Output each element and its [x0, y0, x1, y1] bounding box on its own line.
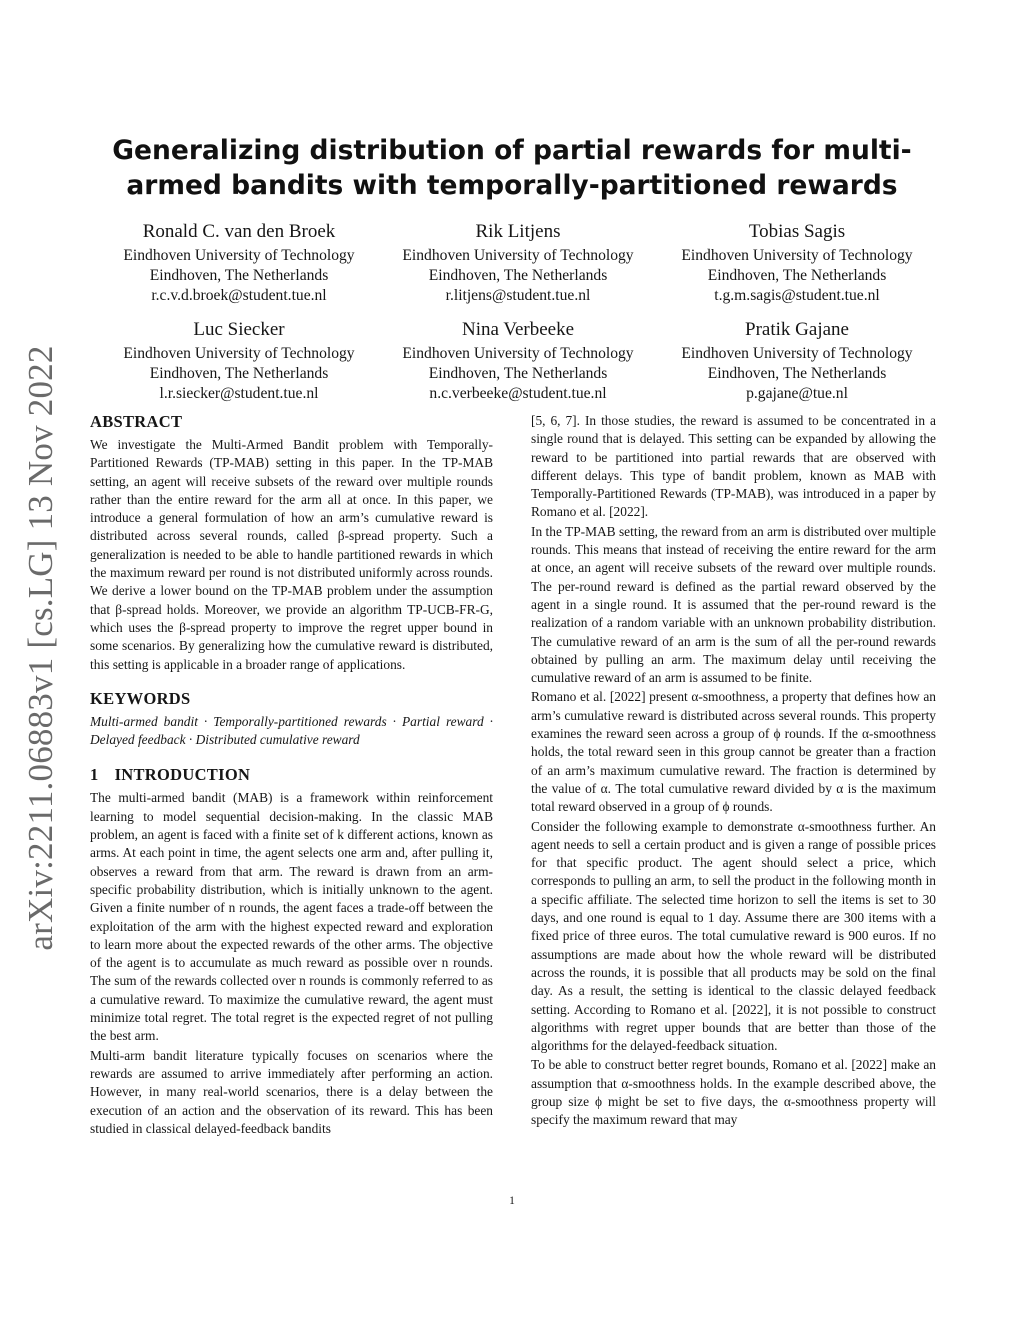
body-paragraph: To be able to construct better regret bounds, Romano et al. [2022] make an assumption that α-smoothness holds. In the example described above, the group size ϕ might be set to five days, the α-smoothness property will specify the maximum reward that may — [531, 1057, 936, 1128]
keywords-text: Multi-armed bandit · Temporally-partitioned rewards · Partial reward · Delayed feedback · Distributed cumulative reward — [90, 713, 493, 748]
body-paragraph: [5, 6, 7]. In those studies, the reward is assumed to be concentrated in a single round that is delayed. This setting can be expanded by allowing the reward to be partitioned into partial rewards that are observed with different delays. This type of bandit problem, known as MAB with Temporally-Partitioned Rewards (TP-MAB), was introduced in a paper by Romano et al. [2022]. — [531, 413, 936, 520]
author-block-row-1 — [100, 220, 936, 306]
author-email[interactable]: r.c.v.d.broek@student.tue.nl — [151, 287, 327, 304]
author-affiliation: Eindhoven University of Technology — [681, 247, 913, 264]
author-location: Eindhoven, The Netherlands — [149, 267, 329, 284]
author-location: Eindhoven, The Netherlands — [707, 267, 887, 284]
author-email[interactable]: l.r.siecker@student.tue.nl — [159, 385, 319, 402]
author-affiliation: Eindhoven University of Technology — [402, 345, 634, 362]
author-affiliation: Eindhoven University of Technology — [123, 345, 355, 362]
author-affiliation: Eindhoven University of Technology — [123, 247, 355, 264]
author-email[interactable]: n.c.verbeeke@student.tue.nl — [429, 385, 607, 402]
author — [658, 220, 936, 306]
page-number: 1 — [509, 1195, 515, 1207]
abstract-heading: ABSTRACT — [90, 412, 183, 431]
author-affiliation: Eindhoven University of Technology — [402, 247, 634, 264]
section-number: 1 — [90, 765, 99, 785]
author-name: Nina Verbeeke — [461, 319, 574, 340]
author — [100, 220, 378, 306]
abstract-text: We investigate the Multi-Armed Bandit problem with Temporally-Partitioned Rewards (TP-MAB) setting in this paper. In the TP-MAB setting, an agent will receive subsets of the reward over multiple rounds rather than the entire reward for the arm all at once. In this paper, we introduce a general formulation of how an arm’s cumulative reward is distributed across several rounds, called β-spread property. Such a generalization is needed to be able to handle partitioned rewards in which the maximum reward per round is not distributed uniformly across rounds. We derive a lower bound on the TP-MAB problem under the assumption that β-spread holds. Moreover, we provide an algorithm TP-UCB-FR-G, which uses the β-spread property to improve the regret upper bound in some scenarios. By generalizing how the cumulative reward is distributed, this setting is applicable in a broader range of applications. — [90, 437, 493, 672]
author-email[interactable]: t.g.m.sagis@student.tue.nl — [714, 287, 880, 304]
author-name: Tobias Sagis — [748, 221, 846, 242]
author-name: Ronald C. van den Broek — [142, 221, 336, 242]
author-name: Luc Siecker — [193, 319, 285, 340]
author-block-row-2 — [100, 318, 936, 404]
right-column — [531, 412, 936, 1131]
author-affiliation: Eindhoven University of Technology — [681, 345, 913, 362]
author-location: Eindhoven, The Netherlands — [428, 365, 608, 382]
body-paragraph: The multi-armed bandit (MAB) is a framework within reinforcement learning to model sequential decision-making. In the classic MAB problem, an agent is faced with a finite set of k different actions, known as arms. At each point in time, the agent selects one arm and, after pulling it, observes a reward from that arm. The reward is drawn from an arm-specific probability distribution, which is initially unknown to the agent. Given a finite number of n rounds, the agent faces a trade-off between the exploitation of the arm with the highest expected reward and exploration to learn more about the expected rewards of the other arms. The objective of the agent is to accumulate as much reward as possible over n rounds. The sum of the rewards collected over n rounds is commonly referred to as a cumulative reward. To maximize the cumulative reward, the agent must minimize total regret. The total regret is the expected regret of not pulling the best arm. — [90, 790, 493, 1044]
author — [100, 318, 378, 404]
paper-title: Generalizing distribution of partial rewards for multi-armed bandits with temporally-partitioned rewards — [112, 135, 912, 201]
author-name: Rik Litjens — [475, 221, 561, 242]
section-heading-introduction — [90, 765, 493, 785]
keywords-heading: KEYWORDS — [90, 688, 191, 708]
author-email[interactable]: p.gajane@tue.nl — [746, 385, 848, 402]
author-location: Eindhoven, The Netherlands — [149, 365, 329, 382]
author-name: Pratik Gajane — [745, 319, 849, 340]
author — [658, 318, 936, 404]
arxiv-watermark — [18, 345, 64, 951]
author — [379, 318, 657, 404]
left-column — [90, 412, 493, 1139]
section-title: INTRODUCTION — [114, 765, 251, 785]
author-location: Eindhoven, The Netherlands — [428, 267, 608, 284]
body-paragraph: Multi-arm bandit literature typically focuses on scenarios where the rewards are assumed to arrive immediately after performing an action. However, in many real-world scenarios, there is a delay between the execution of an action and the observation of its reward. This has been studied in classical delayed-feedback bandits — [90, 1047, 493, 1136]
body-paragraph: Romano et al. [2022] present α-smoothness, a property that defines how an arm’s cumulative reward is distributed across several rounds. This property examines the reward seen across a group of ϕ rounds. If the α-smoothness holds, the total reward seen in this group cannot be greater than a fraction of an arm’s maximum cumulative reward. The fraction is determined by the value of α. The total cumulative reward divided by α is the maximum total reward observed in a group of ϕ rounds. — [531, 689, 936, 815]
author-email[interactable]: r.litjens@student.tue.nl — [445, 287, 591, 304]
author-location: Eindhoven, The Netherlands — [707, 365, 887, 382]
arxiv-identifier: arXiv:2211.06883v1 [cs.LG] 13 Nov 2022 — [21, 345, 60, 951]
author — [379, 220, 657, 306]
body-paragraph: Consider the following example to demonstrate α-smoothness further. An agent needs to sell a certain product and is given a range of possible prices for that specific product. The agent should select a price, which corresponds to pulling an arm, to sell the product in the following month in a specific affiliate. The selected time horizon to sell the items is set to 30 days, and one round is equal to 1 day. Assume there are 300 items with a fixed price of three euros. The total cumulative reward is 900 euros. If no assumptions are made about how the whole reward will be distributed across the rounds, it is possible that all products may be sold on the final day. As a result, the setting is identical to the classic delayed feedback setting. According to Romano et al. [2022], it is not possible to construct algorithms with regret upper bounds that are better than those of the algorithms for the delayed-feedback situation. — [531, 818, 936, 1054]
body-paragraph: In the TP-MAB setting, the reward from an arm is distributed over multiple rounds. This means that instead of receiving the entire reward for the arm at once, an agent will receive subsets of the reward over multiple rounds. The per-round reward is defined as the partial reward observed by the agent in a single round. It is assumed that the per-round reward is the realization of a random variable with an unknown probability distribution. The cumulative reward of an arm is the sum of all the per-round rewards obtained by pulling an arm. The maximum delay until receiving the cumulative reward of an arm is assumed to be finite. — [531, 523, 936, 686]
